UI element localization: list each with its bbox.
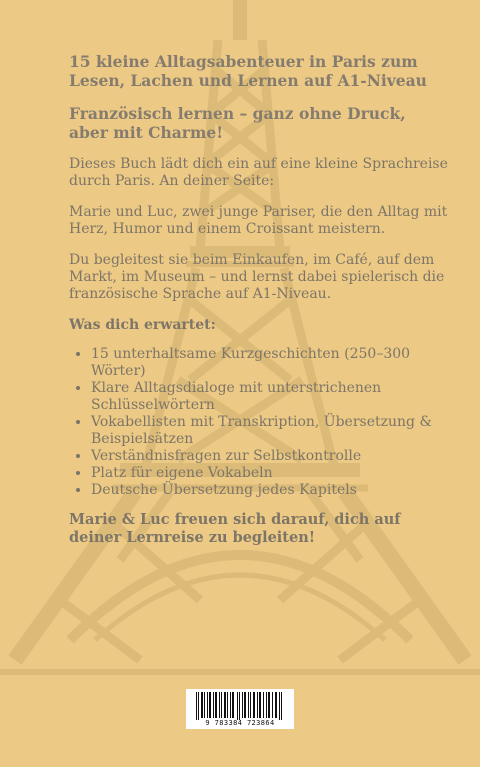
isbn-group-2: 723864 (246, 719, 275, 727)
headline-adventures: 15 kleine Alltagsabenteuer in Paris zum Lesen, Lachen und Lernen auf A1-Niveau (69, 52, 427, 90)
isbn-group-1: 783384 (214, 719, 243, 727)
back-cover-text (69, 52, 449, 547)
activities-paragraph: Du begleitest sie beim Einkaufen, im Café, auf dem Markt, im Museum – und lernst dabei spielerisch die französische Sprache auf A1-Niveau. (69, 252, 445, 302)
intro-paragraph: Dieses Buch lädt dich ein auf eine kleine Sprachreise durch Paris. An deiner Seite: (69, 156, 448, 189)
list-item: • Vokabellisten mit Transkription, Übersetzung & Beispielsätzen (91, 414, 449, 448)
expect-heading: Was dich erwartet: (69, 317, 216, 333)
characters-paragraph: Marie und Luc, zwei junge Pariser, die den Alltag mit Herz, Humor und einem Croissant meistern. (69, 204, 448, 237)
isbn-barcode (186, 689, 294, 729)
headline-learn-french: Französisch lernen – ganz ohne Druck, aber mit Charme! (69, 104, 406, 142)
closing-statement: Marie & Luc freuen sich darauf, dich auf deiner Lernreise zu begleiten! (69, 511, 401, 546)
barcode-bars (186, 690, 294, 720)
list-item: • 15 unterhaltsame Kurzgeschichten (250–300 Wörter) (91, 346, 449, 380)
list-item: • Deutsche Übersetzung jedes Kapitels (91, 482, 449, 499)
list-item: • Klare Alltagsdialoge mit unterstrichenen Schlüsselwörtern (91, 380, 449, 414)
list-item: • Platz für eigene Vokabeln (91, 465, 449, 482)
isbn-digits (186, 719, 294, 727)
list-item: • Verständnisfragen zur Selbstkontrolle (91, 448, 449, 465)
isbn-lead-digit: 9 (205, 719, 210, 727)
feature-list (69, 346, 449, 499)
